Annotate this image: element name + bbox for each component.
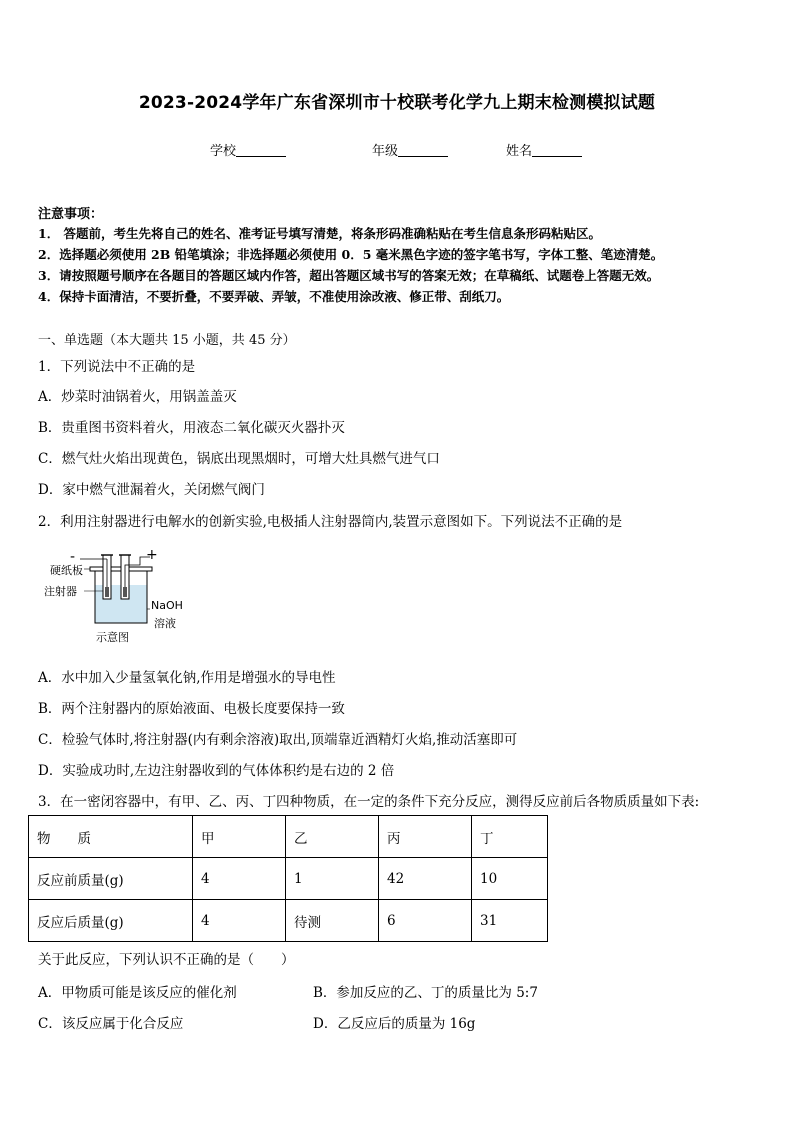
q3-stem: 3．在一密闭容器中，有甲、乙、丙、丁四种物质，在一定的条件下充分反应，测得反应前后各物质质量如下表: <box>38 794 700 810</box>
mass-table <box>28 815 548 942</box>
table-cell: 甲 <box>193 816 286 858</box>
table-cell: 物 质 <box>29 816 193 858</box>
minus-label: - <box>70 549 76 565</box>
table-cell: 42 <box>379 858 472 900</box>
syringe-label: 注射器 <box>44 585 77 598</box>
notes-heading: 注意事项： <box>38 207 104 222</box>
q3-option-b: B．参加反应的乙、丁的质量比为 5:7 <box>313 985 538 1001</box>
table-cell: 丙 <box>379 816 472 858</box>
table-row <box>29 858 548 900</box>
table-cell: 丁 <box>472 816 548 858</box>
school-label: 学校 <box>210 144 237 159</box>
q3-question: 关于此反应，下列认识不正确的是（ ） <box>38 952 295 968</box>
plus-label: + <box>146 547 158 563</box>
table-cell: 1 <box>286 858 379 900</box>
name-field <box>506 140 582 159</box>
table-cell: 反应后质量(g) <box>29 900 193 942</box>
table-cell: 31 <box>472 900 548 942</box>
name-blank <box>532 144 582 157</box>
table-cell: 待测 <box>286 900 379 942</box>
naoh-label: NaOH <box>151 599 183 612</box>
section-heading: 一、单选题（本大题共 15 小题，共 45 分） <box>38 333 296 348</box>
diagram-caption: 示意图 <box>96 631 129 644</box>
q1-option-d: D．家中燃气泄漏着火，关闭燃气阀门 <box>38 482 265 498</box>
q2-option-b: B．两个注射器内的原始液面、电极长度要保持一致 <box>38 701 345 717</box>
grade-label: 年级 <box>372 144 399 159</box>
name-label: 姓名 <box>506 144 533 159</box>
note-item: 3．请按照题号顺序在各题目的答题区域内作答，超出答题区域书写的答案无效；在草稿纸、试题卷上答题无效。 <box>38 268 660 283</box>
solution-label: 溶液 <box>154 617 176 630</box>
q1-option-c: C．燃气灶火焰出现黄色，锅底出现黑烟时，可增大灶具燃气进气口 <box>38 451 440 467</box>
q1-stem: 1．下列说法中不正确的是 <box>38 359 196 375</box>
page-title: 2023-2024学年广东省深圳市十校联考化学九上期末检测模拟试题 <box>138 93 656 113</box>
q2-option-a: A．水中加入少量氢氧化钠,作用是增强水的导电性 <box>38 670 336 686</box>
table-cell: 4 <box>193 858 286 900</box>
board-label: 硬纸板 <box>50 564 83 577</box>
table-row <box>29 900 548 942</box>
q1-option-a: A．炒菜时油锅着火，用锅盖盖灭 <box>38 389 237 405</box>
table-cell: 4 <box>193 900 286 942</box>
table-cell: 乙 <box>286 816 379 858</box>
note-item: 1． 答题前，考生先将自己的姓名、准考证号填写清楚，将条形码准确粘贴在考生信息条形码粘贴区。 <box>38 226 602 241</box>
q3-option-d: D．乙反应后的质量为 16g <box>313 1016 476 1032</box>
electrolysis-diagram <box>40 547 200 652</box>
table-header-row <box>29 816 548 858</box>
table-cell: 10 <box>472 858 548 900</box>
school-blank <box>236 144 286 157</box>
q1-option-b: B．贵重图书资料着火，用液态二氧化碳灭火器扑灭 <box>38 420 345 436</box>
grade-field <box>372 140 448 159</box>
table-cell: 反应前质量(g) <box>29 858 193 900</box>
q3-option-a: A．甲物质可能是该反应的催化剂 <box>38 985 237 1001</box>
note-item: 4．保持卡面清洁，不要折叠，不要弄破、弄皱，不准使用涂改液、修正带、刮纸刀。 <box>38 289 510 304</box>
note-item: 2．选择题必须使用 2B 铅笔填涂；非选择题必须使用 0．5 毫米黑色字迹的签字笔书写，字体工整、笔迹清楚。 <box>38 247 664 262</box>
grade-blank <box>398 144 448 157</box>
q2-stem: 2．利用注射器进行电解水的创新实验,电极插人注射器筒内,装置示意图如下。下列说法不正确的是 <box>38 514 623 530</box>
table-cell: 6 <box>379 900 472 942</box>
q2-option-c: C．检验气体时,将注射器(内有剩余溶液)取出,顶端靠近酒精灯火焰,推动活塞即可 <box>38 732 518 748</box>
q2-option-d: D．实验成功时,左边注射器收到的气体体积约是右边的 2 倍 <box>38 763 395 779</box>
q3-option-c: C．该反应属于化合反应 <box>38 1016 184 1032</box>
school-field <box>210 140 286 159</box>
